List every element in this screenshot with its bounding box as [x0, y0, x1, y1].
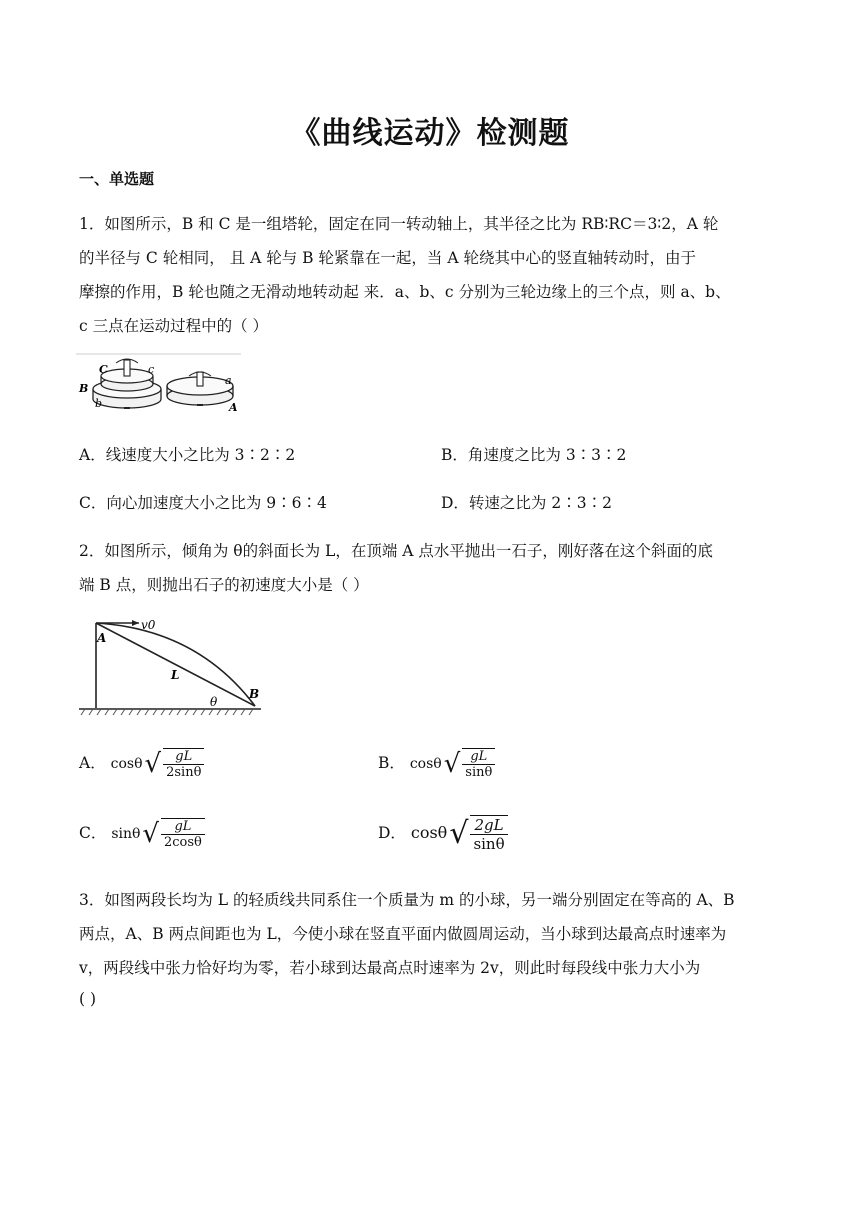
label-A: A	[97, 631, 107, 645]
q3-line-4: ( )	[79, 990, 97, 1008]
q1-line-2: 的半径与 C 轮相同， 且 A 轮与 B 轮紧靠在一起，当 A 轮绕其中心的竖直轴转动时，由于	[79, 249, 696, 267]
option-prefix: sinθ	[111, 826, 141, 842]
q1-option-b: B．角速度之比为 3∶3∶2	[441, 446, 627, 464]
fraction-denominator: 2cosθ	[164, 835, 202, 850]
label-theta: θ	[210, 695, 218, 709]
page-title: 《曲线运动》检测题	[290, 116, 570, 151]
option-prefix: cosθ	[409, 756, 442, 772]
label-C: C	[99, 363, 108, 376]
label-v0: v0	[141, 618, 156, 632]
q3-line-1: 3．如图两段长均为 L 的轻质线共同系住一个质量为 m 的小球，另一端分别固定在等高的 A、B	[79, 891, 735, 909]
fraction-denominator: 2sinθ	[166, 765, 202, 780]
fraction-numerator: gL	[163, 749, 204, 765]
option-label: C．	[79, 824, 107, 842]
option-label: D．	[378, 824, 406, 842]
q2-option-d: D． cosθ√ $\frac{2gL}{\sin\theta}$	[378, 815, 508, 853]
q1-option-d: D．转速之比为 2∶3∶2	[441, 494, 612, 512]
fraction-denominator: sinθ	[473, 835, 505, 853]
option-label: A．	[79, 754, 106, 772]
q2-option-b: B． cosθ√ $\frac{gL}{\sin\theta}$	[378, 748, 495, 780]
label-B: B	[79, 382, 89, 395]
option-label: B．	[378, 754, 405, 772]
label-c: c	[148, 363, 155, 376]
section-heading: 一、单选题	[79, 170, 155, 188]
q1-line-3: 摩擦的作用，B 轮也随之无滑动地转动起 来．a、b、c 分别为三轮边缘上的三个点，则 a、b、	[79, 283, 731, 301]
fraction-numerator: gL	[462, 749, 495, 765]
q2-figure	[77, 615, 267, 721]
q1-line-4: c 三点在运动过程中的（ ）	[79, 317, 269, 335]
option-prefix: cosθ	[410, 823, 448, 842]
q1-line-1: 1．如图所示，B 和 C 是一组塔轮，固定在同一转动轴上，其半径之比为 RB∶RC＝3∶2，A 轮	[79, 215, 719, 233]
q2-line-2: 端 B 点，则抛出石子的初速度大小是（ ）	[79, 576, 369, 594]
q2-option-a: A． cosθ√ $\frac{gL}{2\sin\theta}$	[79, 748, 204, 780]
label-B: B	[249, 687, 260, 701]
q1-figure	[76, 352, 244, 418]
q1-option-c: C．向心加速度大小之比为 9∶6∶4	[79, 494, 327, 512]
fraction-numerator: gL	[161, 819, 205, 835]
q3-line-3: v，两段线中张力恰好均为零，若小球到达最高点时速率为 2v，则此时每段线中张力大小为	[79, 959, 701, 977]
label-a: a	[225, 374, 232, 387]
fraction-numerator: 2gL	[470, 816, 507, 835]
label-L: L	[171, 668, 180, 682]
q2-option-c: C． sinθ√ $\frac{gL}{2\cos\theta}$	[79, 818, 205, 850]
option-prefix: cosθ	[110, 756, 143, 772]
label-A: A	[229, 401, 238, 414]
q1-option-a: A．线速度大小之比为 3∶2∶2	[79, 446, 296, 464]
q3-line-2: 两点，A、B 两点间距也为 L，今使小球在竖直平面内做圆周运动，当小球到达最高点时速率为	[79, 925, 727, 943]
fraction-denominator: sinθ	[465, 765, 493, 780]
label-b: b	[95, 397, 103, 410]
q2-line-1: 2．如图所示，倾角为 θ的斜面长为 L，在顶端 A 点水平抛出一石子，刚好落在这个斜面的底	[79, 542, 713, 560]
